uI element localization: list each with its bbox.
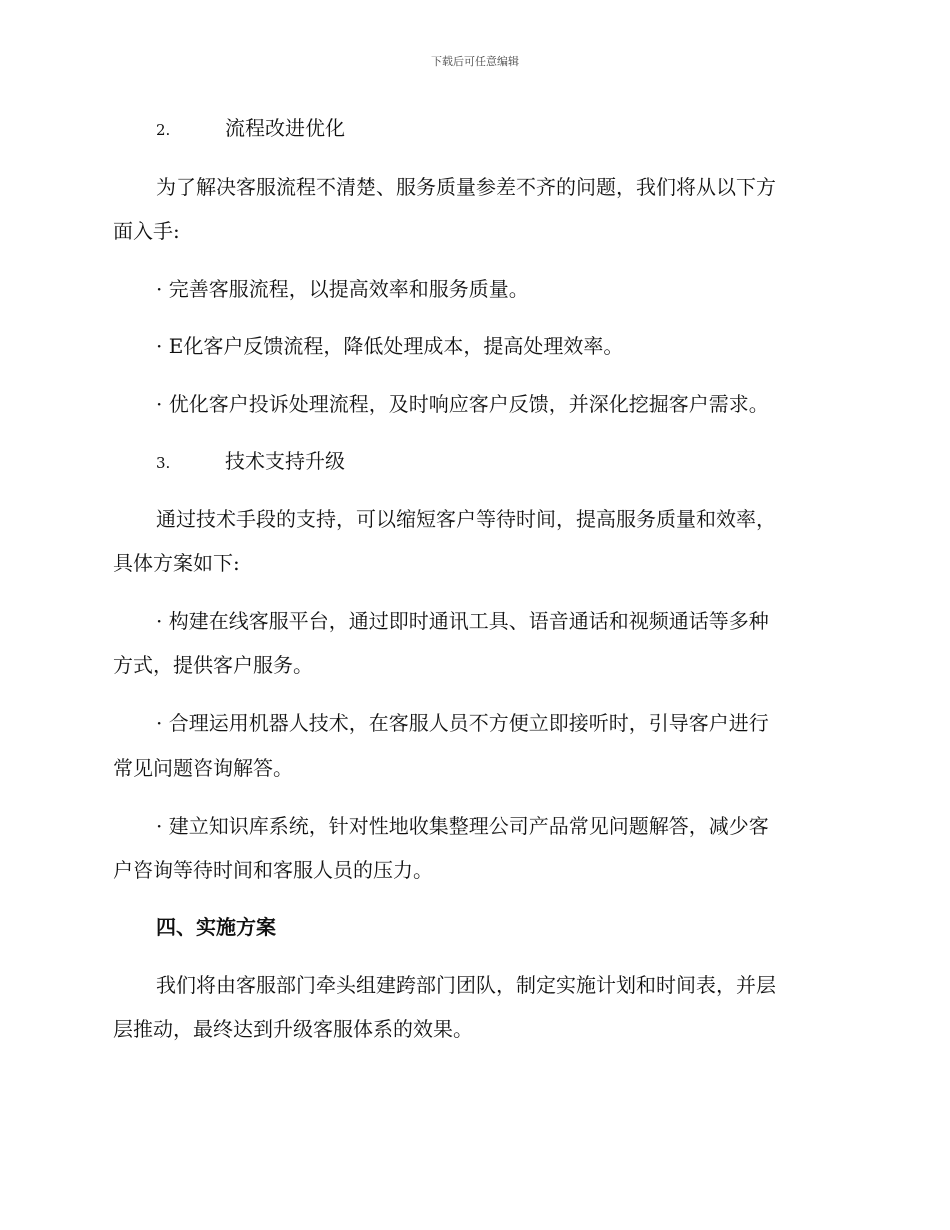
section-number: 3.	[156, 454, 171, 472]
bullet-item-continued: 常见问题咨询解答。	[113, 756, 293, 780]
bullet-item-continued: 方式，提供客户服务。	[113, 653, 313, 677]
paragraph-line: 我们将由客服部门牵头组建跨部门团队，制定实施计划和时间表，并层	[156, 973, 776, 997]
section-heading-4: 四、实施方案	[156, 915, 276, 939]
bullet-item: · 建立知识库系统，针对性地收集整理公司产品常见问题解答，减少客	[156, 814, 769, 838]
section-title: 技术支持升级	[225, 449, 345, 473]
paragraph-line: 面入手:	[113, 219, 180, 243]
paragraph-line: 通过技术手段的支持，可以缩短客户等待时间，提高服务质量和效率，	[156, 507, 776, 531]
section-number: 2.	[156, 121, 171, 139]
paragraph-line: 具体方案如下:	[113, 551, 240, 575]
bullet-item: · E化客户反馈流程，降低处理成本，提高处理效率。	[156, 334, 624, 358]
paragraph-line: 层推动，最终达到升级客服体系的效果。	[113, 1017, 473, 1041]
paragraph-line: 为了解决客服流程不清楚、服务质量参差不齐的问题，我们将从以下方	[156, 175, 776, 199]
bullet-item: · 构建在线客服平台，通过即时通讯工具、语音通话和视频通话等多种	[156, 609, 769, 633]
bullet-item-continued: 户咨询等待时间和客服人员的压力。	[113, 858, 433, 882]
bullet-item: · 优化客户投诉处理流程，及时响应客户反馈，并深化挖掘客户需求。	[156, 392, 769, 416]
section-heading-3	[156, 448, 876, 476]
page-header: 下载后可任意编辑	[431, 55, 519, 68]
bullet-item: · 合理运用机器人技术，在客服人员不方便立即接听时，引导客户进行	[156, 711, 769, 735]
section-title: 流程改进优化	[225, 116, 345, 140]
bullet-item: · 完善客服流程，以提高效率和服务质量。	[156, 277, 529, 301]
section-heading-2	[156, 115, 876, 143]
